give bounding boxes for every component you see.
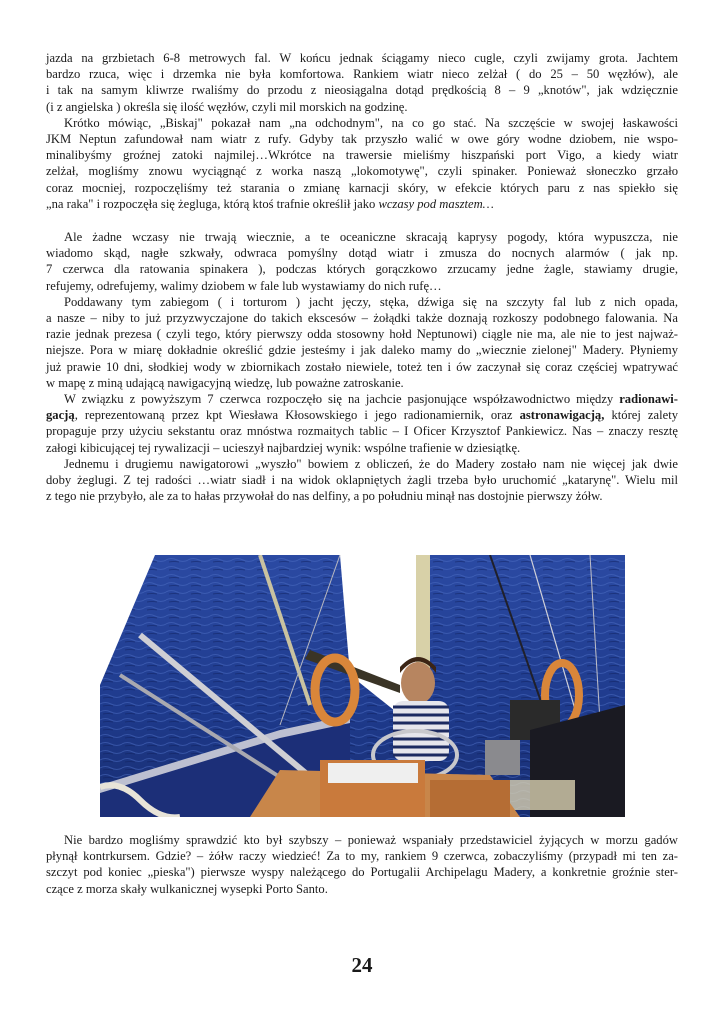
text-line: Poddawany tym zabiegom ( i torturom ) jacht jęczy, stęka, dźwiga się na szczyty fal lub z nich opada, bbox=[64, 294, 678, 309]
paragraph-1 bbox=[46, 50, 678, 115]
text-line: z tego nie przybyło, ale za to hałas przywołał do nas delfiny, a po południu minął nas dostojnie pierwszy żółw. bbox=[46, 489, 603, 504]
text-line: Nie bardzo mogliśmy sprawdzić kto był szybszy – ponieważ wspaniały przedstawiciel żyjących w morzu gadów bbox=[64, 833, 678, 847]
text-line: wiadomo skąd, nagłe szkwały, odwraca pomyślny dotąd wiatr i zmusza do nocnych alarmów ( jak np. bbox=[46, 246, 678, 261]
text-line: załogi kibicującej tej rywalizacji – ucieszył najbardziej wynik: wspólne trafienie w dziesiątkę. bbox=[46, 440, 521, 455]
text-line: (i z angielska ) określa się ilość węzłów, czyli mil morskich na godzinę. bbox=[46, 99, 408, 114]
yacht-photo bbox=[100, 555, 625, 817]
text-line: coraz mocniej, rozpoczęliśmy też starania o zmianę karnacji skóry, w efekcie których paru z nas spiekło się bbox=[46, 180, 678, 195]
italic-phrase: wczasy pod masztem… bbox=[378, 196, 494, 211]
paragraph-7 bbox=[46, 832, 678, 897]
text-line: Jednemu i drugiemu nawigatorowi „wyszło" bowiem z obliczeń, że do Madery zostało nam nie więcej jak dwie bbox=[64, 456, 678, 471]
paragraph-5 bbox=[46, 391, 678, 456]
bold-term-astronawigacja: astronawigacją, bbox=[519, 408, 605, 423]
paragraph-2 bbox=[46, 115, 678, 212]
text-line: w mapę z miną udającą nawigacyjną wiedzę, lub poważne zatroskanie. bbox=[46, 375, 404, 390]
text-run: której zalety bbox=[604, 408, 678, 423]
article-text bbox=[46, 50, 678, 504]
text-line: już prawie 10 dni, słodkiej wody w zbiornikach zostało niewiele, toteż ten i ów zaczynał się coraz częściej wpatrywać bbox=[46, 359, 678, 374]
bold-term-radionawigacja-end: gacją bbox=[46, 408, 75, 423]
text-run: W związku z powyższym 7 czerwca rozpoczęło się na jachcie pasjonujące współzawodnictwo między bbox=[64, 392, 620, 407]
text-line: zelżał, mogliśmy znowu wyciągnąć z worka naszą „lokomotywę", czyli spinaker. Ponieważ słoneczko grzało bbox=[46, 164, 678, 179]
paragraph-4 bbox=[46, 294, 678, 391]
text-line: bardzo rzuca, więc i drzemka nie była komfortowa. Rankiem wiatr nieco zelżał ( do 25 – 50 węzłów), ale bbox=[46, 67, 678, 82]
text-line bbox=[46, 391, 678, 407]
text-run: „na raka" i rozpoczęła się żegluga, którą ktoś trafnie określił jako bbox=[46, 196, 379, 211]
page-number: 24 bbox=[351, 953, 373, 977]
text-line bbox=[46, 407, 678, 423]
text-line: Krótko mówiąc, „Biskaj" pokazał nam „na odchodnym", na co go stać. Na szczęście w swojej łaskawości bbox=[64, 115, 678, 130]
text-line bbox=[46, 196, 678, 212]
text-line: JKM Neptun zafundował nam wiatr z rufy. Gdyby tak przyszło walić w owe góry wodne dziobem, nie wspo- bbox=[46, 132, 678, 147]
text-line: doby żeglugi. Z tej radości …wiatr siadł i na widok oklapniętych żagli trzeba było uruchomić „katarynę". Wielu mil bbox=[46, 473, 678, 488]
text-line: Ale żadne wczasy nie trwają wiecznie, a te oceaniczne skracają kaprysy pogody, która wypuszcza, nie bbox=[64, 230, 678, 245]
article-text-continued bbox=[46, 832, 678, 897]
text-run: , reprezentowaną przez kpt Wiesława Kłosowskiego i jego radionamiernik, oraz bbox=[74, 408, 520, 423]
text-line: szczyt pod koniec „pieska") pierwsze wyspy należącego do Portugalii Archipelagu Madery, a konkretnie groźnie ster- bbox=[46, 865, 678, 880]
text-line: niejsze. Pora w miarę dokładnie określić gdzie jesteśmy i jak daleko mamy do „wiecznie zielonej" Madery. Płyniemy bbox=[46, 343, 678, 358]
text-line: a nasze – niby to już przyzwyczajone do takich ekscesów – żołądki także doznają rozkoszy podobnego falowania. Na bbox=[46, 311, 678, 326]
paragraph-3 bbox=[46, 229, 678, 294]
text-line: propaguje przy użyciu sekstantu oraz mnóstwa rozmaitych tablic – I Oficer Krzysztof Pankiewicz. Nas – znaczy resztę bbox=[46, 424, 678, 439]
text-line: czące z morza skały wulkanicznej wysepki Porto Santo. bbox=[46, 881, 328, 896]
text-line: minalibyśmy groźnej zatoki najmilej…Wkrótce na trawersie mieliśmy hiszpański port Vigo, a kiedy wiatr bbox=[46, 148, 678, 163]
paragraph-6 bbox=[46, 456, 678, 505]
text-line: refujemy, odrefujemy, walimy dziobem w fale lub wystawiamy do nich rufę… bbox=[46, 278, 442, 293]
text-line: i tak na samym kliwrze rwaliśmy do przodu z nieosiągalna dotąd prędkością 8 – 9 „knotów", jak wdzięcznie bbox=[46, 83, 678, 98]
text-line: razie jednak prezesa ( czyli tego, który pierwszy odda stosowny hołd Neptunowi) ciągle nie ma, ale nie to jest najważ- bbox=[46, 327, 678, 342]
text-line: jazda na grzbietach 6-8 metrowych fal. W końcu jednak ściągamy nieco cugle, czyli zwijamy grota. Jachtem bbox=[46, 51, 678, 65]
bold-term-radionawigacja: radionawi- bbox=[619, 392, 678, 407]
text-line: płynął kontrkursem. Gdzie? – żółw raczy wiedzieć! Za to my, rankiem 9 czerwca, zobaczyliśmy (przypadł mi ten za- bbox=[46, 849, 678, 864]
text-line: 7 czerwca dla ratowania spinakera ), podczas których gorączkowo zrzucamy jedne żagle, stawiamy drugie, bbox=[46, 262, 678, 277]
